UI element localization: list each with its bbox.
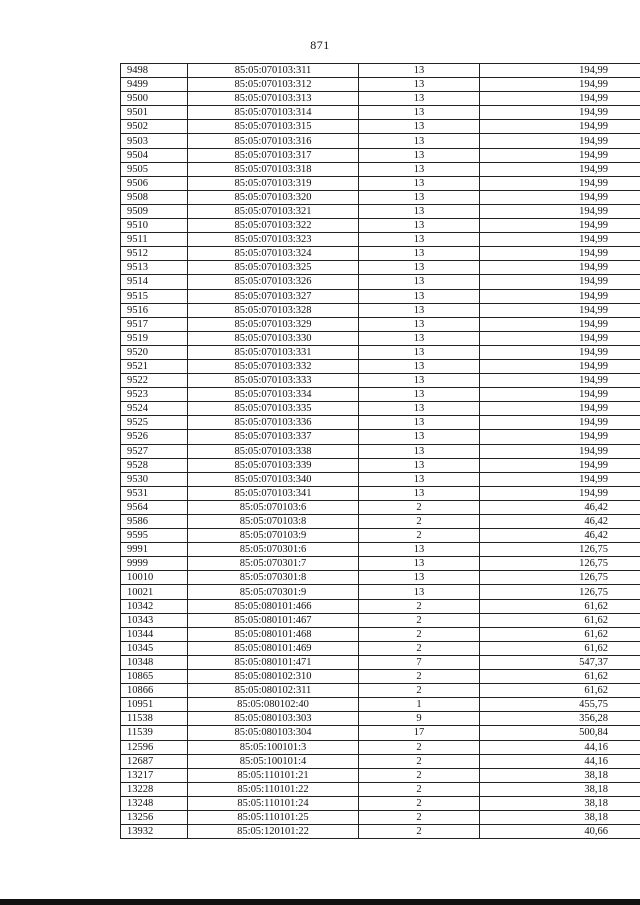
cadastral-number-cell: 85:05:070103:322	[188, 219, 359, 233]
count-cell: 2	[359, 500, 480, 514]
area-cell: 194,99	[480, 402, 640, 416]
area-cell: 194,99	[480, 78, 640, 92]
count-cell: 13	[359, 120, 480, 134]
cadastral-number-cell: 85:05:070103:336	[188, 416, 359, 430]
table-row	[121, 219, 640, 233]
area-cell: 194,99	[480, 303, 640, 317]
row-number-cell: 9526	[121, 430, 188, 444]
cadastral-number-cell: 85:05:070301:6	[188, 543, 359, 557]
row-number-cell: 10865	[121, 670, 188, 684]
row-number-cell: 13248	[121, 796, 188, 810]
row-number-cell: 9564	[121, 500, 188, 514]
count-cell: 17	[359, 726, 480, 740]
count-cell: 13	[359, 190, 480, 204]
count-cell: 13	[359, 359, 480, 373]
area-cell: 46,42	[480, 515, 640, 529]
cadastral-number-cell: 85:05:070103:329	[188, 317, 359, 331]
table-row	[121, 515, 640, 529]
table-row	[121, 289, 640, 303]
table-row	[121, 627, 640, 641]
count-cell: 13	[359, 571, 480, 585]
table-row	[121, 529, 640, 543]
area-cell: 194,99	[480, 134, 640, 148]
cadastral-number-cell: 85:05:070103:319	[188, 176, 359, 190]
count-cell: 2	[359, 825, 480, 839]
table-row	[121, 388, 640, 402]
row-number-cell: 9498	[121, 64, 188, 78]
count-cell: 13	[359, 458, 480, 472]
table-row	[121, 543, 640, 557]
count-cell: 2	[359, 670, 480, 684]
count-cell: 13	[359, 585, 480, 599]
cadastral-number-cell: 85:05:070103:339	[188, 458, 359, 472]
table-row	[121, 345, 640, 359]
table-row	[121, 162, 640, 176]
table-row	[121, 148, 640, 162]
area-cell: 194,99	[480, 106, 640, 120]
table-row	[121, 613, 640, 627]
cadastral-number-cell: 85:05:070301:9	[188, 585, 359, 599]
area-cell: 126,75	[480, 543, 640, 557]
cadastral-number-cell: 85:05:070103:315	[188, 120, 359, 134]
table-row	[121, 486, 640, 500]
table-row	[121, 430, 640, 444]
area-cell: 194,99	[480, 430, 640, 444]
count-cell: 13	[359, 557, 480, 571]
table-row	[121, 261, 640, 275]
area-cell: 194,99	[480, 148, 640, 162]
row-number-cell: 9504	[121, 148, 188, 162]
table-row	[121, 684, 640, 698]
cadastral-number-cell: 85:05:070103:340	[188, 472, 359, 486]
count-cell: 13	[359, 374, 480, 388]
cadastral-number-cell: 85:05:070103:317	[188, 148, 359, 162]
table-row	[121, 247, 640, 261]
row-number-cell: 9501	[121, 106, 188, 120]
count-cell: 13	[359, 317, 480, 331]
row-number-cell: 9508	[121, 190, 188, 204]
table-row	[121, 768, 640, 782]
cadastral-number-cell: 85:05:070103:326	[188, 275, 359, 289]
cadastral-number-cell: 85:05:070103:8	[188, 515, 359, 529]
table-row	[121, 740, 640, 754]
table-row	[121, 106, 640, 120]
area-cell: 194,99	[480, 162, 640, 176]
scan-edge-bar	[0, 899, 640, 905]
cadastral-number-cell: 85:05:070103:9	[188, 529, 359, 543]
area-cell: 46,42	[480, 500, 640, 514]
cadastral-number-cell: 85:05:070103:334	[188, 388, 359, 402]
row-number-cell: 13256	[121, 810, 188, 824]
area-cell: 61,62	[480, 613, 640, 627]
count-cell: 2	[359, 754, 480, 768]
count-cell: 13	[359, 472, 480, 486]
count-cell: 13	[359, 486, 480, 500]
area-cell: 126,75	[480, 557, 640, 571]
row-number-cell: 10951	[121, 698, 188, 712]
area-cell: 194,99	[480, 219, 640, 233]
count-cell: 13	[359, 78, 480, 92]
count-cell: 13	[359, 416, 480, 430]
table-row	[121, 402, 640, 416]
row-number-cell: 9505	[121, 162, 188, 176]
count-cell: 2	[359, 529, 480, 543]
area-cell: 40,66	[480, 825, 640, 839]
area-cell: 44,16	[480, 740, 640, 754]
cadastral-number-cell: 85:05:070103:324	[188, 247, 359, 261]
registry-table	[120, 63, 640, 839]
count-cell: 2	[359, 641, 480, 655]
table-row	[121, 825, 640, 839]
cadastral-number-cell: 85:05:080102:40	[188, 698, 359, 712]
count-cell: 13	[359, 176, 480, 190]
count-cell: 13	[359, 92, 480, 106]
area-cell: 194,99	[480, 233, 640, 247]
page-number: 871	[310, 38, 330, 52]
count-cell: 13	[359, 247, 480, 261]
count-cell: 13	[359, 261, 480, 275]
row-number-cell: 9528	[121, 458, 188, 472]
row-number-cell: 9513	[121, 261, 188, 275]
table-row	[121, 641, 640, 655]
row-number-cell: 9519	[121, 331, 188, 345]
area-cell: 194,99	[480, 204, 640, 218]
row-number-cell: 9503	[121, 134, 188, 148]
count-cell: 13	[359, 233, 480, 247]
cadastral-number-cell: 85:05:080101:467	[188, 613, 359, 627]
row-number-cell: 9515	[121, 289, 188, 303]
row-number-cell: 9522	[121, 374, 188, 388]
row-number-cell: 10348	[121, 655, 188, 669]
count-cell: 13	[359, 275, 480, 289]
table-row	[121, 303, 640, 317]
area-cell: 500,84	[480, 726, 640, 740]
cadastral-number-cell: 85:05:080102:310	[188, 670, 359, 684]
row-number-cell: 13217	[121, 768, 188, 782]
area-cell: 194,99	[480, 176, 640, 190]
area-cell: 455,75	[480, 698, 640, 712]
count-cell: 2	[359, 810, 480, 824]
row-number-cell: 9521	[121, 359, 188, 373]
row-number-cell: 9999	[121, 557, 188, 571]
cadastral-number-cell: 85:05:070103:325	[188, 261, 359, 275]
table-row	[121, 782, 640, 796]
area-cell: 46,42	[480, 529, 640, 543]
row-number-cell: 9514	[121, 275, 188, 289]
area-cell: 61,62	[480, 599, 640, 613]
count-cell: 2	[359, 627, 480, 641]
count-cell: 13	[359, 106, 480, 120]
area-cell: 194,99	[480, 331, 640, 345]
row-number-cell: 9500	[121, 92, 188, 106]
table-row	[121, 571, 640, 585]
count-cell: 13	[359, 148, 480, 162]
table-row	[121, 810, 640, 824]
area-cell: 194,99	[480, 92, 640, 106]
cadastral-number-cell: 85:05:070103:323	[188, 233, 359, 247]
cadastral-number-cell: 85:05:120101:22	[188, 825, 359, 839]
area-cell: 126,75	[480, 571, 640, 585]
cadastral-number-cell: 85:05:070103:312	[188, 78, 359, 92]
cadastral-number-cell: 85:05:070103:333	[188, 374, 359, 388]
area-cell: 547,37	[480, 655, 640, 669]
count-cell: 1	[359, 698, 480, 712]
table-row	[121, 557, 640, 571]
cadastral-number-cell: 85:05:080102:311	[188, 684, 359, 698]
count-cell: 13	[359, 219, 480, 233]
cadastral-number-cell: 85:05:080103:304	[188, 726, 359, 740]
cadastral-number-cell: 85:05:080103:303	[188, 712, 359, 726]
count-cell: 13	[359, 444, 480, 458]
row-number-cell: 10343	[121, 613, 188, 627]
row-number-cell: 13228	[121, 782, 188, 796]
count-cell: 13	[359, 162, 480, 176]
area-cell: 194,99	[480, 190, 640, 204]
count-cell: 2	[359, 613, 480, 627]
table-row	[121, 472, 640, 486]
cadastral-number-cell: 85:05:100101:3	[188, 740, 359, 754]
area-cell: 194,99	[480, 359, 640, 373]
count-cell: 13	[359, 303, 480, 317]
row-number-cell: 9991	[121, 543, 188, 557]
cadastral-number-cell: 85:05:070103:313	[188, 92, 359, 106]
count-cell: 2	[359, 684, 480, 698]
count-cell: 13	[359, 289, 480, 303]
row-number-cell: 11539	[121, 726, 188, 740]
count-cell: 2	[359, 515, 480, 529]
row-number-cell: 9527	[121, 444, 188, 458]
table-row	[121, 416, 640, 430]
cadastral-number-cell: 85:05:070103:328	[188, 303, 359, 317]
area-cell: 194,99	[480, 345, 640, 359]
row-number-cell: 9517	[121, 317, 188, 331]
cadastral-number-cell: 85:05:070103:330	[188, 331, 359, 345]
count-cell: 13	[359, 388, 480, 402]
cadastral-number-cell: 85:05:110101:21	[188, 768, 359, 782]
table-row	[121, 331, 640, 345]
table-row	[121, 374, 640, 388]
area-cell: 194,99	[480, 275, 640, 289]
area-cell: 44,16	[480, 754, 640, 768]
cadastral-number-cell: 85:05:070301:8	[188, 571, 359, 585]
count-cell: 9	[359, 712, 480, 726]
row-number-cell: 9523	[121, 388, 188, 402]
table-row	[121, 754, 640, 768]
cadastral-number-cell: 85:05:070103:337	[188, 430, 359, 444]
cadastral-number-cell: 85:05:070103:341	[188, 486, 359, 500]
count-cell: 13	[359, 402, 480, 416]
table-row	[121, 120, 640, 134]
row-number-cell: 9520	[121, 345, 188, 359]
cadastral-number-cell: 85:05:070103:318	[188, 162, 359, 176]
table-row	[121, 500, 640, 514]
row-number-cell: 9512	[121, 247, 188, 261]
count-cell: 2	[359, 740, 480, 754]
table-row	[121, 796, 640, 810]
table-row	[121, 655, 640, 669]
area-cell: 194,99	[480, 289, 640, 303]
row-number-cell: 9531	[121, 486, 188, 500]
row-number-cell: 10021	[121, 585, 188, 599]
row-number-cell: 9586	[121, 515, 188, 529]
cadastral-number-cell: 85:05:080101:469	[188, 641, 359, 655]
row-number-cell: 13932	[121, 825, 188, 839]
table-row	[121, 712, 640, 726]
area-cell: 61,62	[480, 670, 640, 684]
count-cell: 2	[359, 782, 480, 796]
count-cell: 2	[359, 796, 480, 810]
table-row	[121, 92, 640, 106]
row-number-cell: 9516	[121, 303, 188, 317]
area-cell: 61,62	[480, 684, 640, 698]
row-number-cell: 10344	[121, 627, 188, 641]
count-cell: 13	[359, 543, 480, 557]
row-number-cell: 12596	[121, 740, 188, 754]
cadastral-number-cell: 85:05:080101:468	[188, 627, 359, 641]
count-cell: 2	[359, 768, 480, 782]
table-row	[121, 233, 640, 247]
table-row	[121, 134, 640, 148]
table-row	[121, 698, 640, 712]
area-cell: 356,28	[480, 712, 640, 726]
row-number-cell: 10345	[121, 641, 188, 655]
table-row	[121, 444, 640, 458]
area-cell: 126,75	[480, 585, 640, 599]
table-row	[121, 599, 640, 613]
count-cell: 13	[359, 64, 480, 78]
table-row	[121, 726, 640, 740]
area-cell: 194,99	[480, 64, 640, 78]
area-cell: 38,18	[480, 782, 640, 796]
area-cell: 38,18	[480, 810, 640, 824]
cadastral-number-cell: 85:05:110101:24	[188, 796, 359, 810]
area-cell: 194,99	[480, 317, 640, 331]
cadastral-number-cell: 85:05:070103:320	[188, 190, 359, 204]
area-cell: 194,99	[480, 486, 640, 500]
cadastral-number-cell: 85:05:110101:25	[188, 810, 359, 824]
cadastral-number-cell: 85:05:070103:335	[188, 402, 359, 416]
table-row	[121, 359, 640, 373]
table-row	[121, 317, 640, 331]
table-row	[121, 204, 640, 218]
row-number-cell: 9511	[121, 233, 188, 247]
table-row	[121, 176, 640, 190]
row-number-cell: 10866	[121, 684, 188, 698]
cadastral-number-cell: 85:05:070103:316	[188, 134, 359, 148]
area-cell: 38,18	[480, 768, 640, 782]
area-cell: 194,99	[480, 388, 640, 402]
cadastral-number-cell: 85:05:070103:314	[188, 106, 359, 120]
cadastral-number-cell: 85:05:070301:7	[188, 557, 359, 571]
table-row	[121, 670, 640, 684]
row-number-cell: 9510	[121, 219, 188, 233]
row-number-cell: 10010	[121, 571, 188, 585]
area-cell: 61,62	[480, 627, 640, 641]
row-number-cell: 10342	[121, 599, 188, 613]
row-number-cell: 9509	[121, 204, 188, 218]
row-number-cell: 9506	[121, 176, 188, 190]
row-number-cell: 9525	[121, 416, 188, 430]
row-number-cell: 9530	[121, 472, 188, 486]
row-number-cell: 9595	[121, 529, 188, 543]
count-cell: 13	[359, 345, 480, 359]
cadastral-number-cell: 85:05:070103:332	[188, 359, 359, 373]
area-cell: 194,99	[480, 416, 640, 430]
area-cell: 194,99	[480, 444, 640, 458]
cadastral-number-cell: 85:05:070103:338	[188, 444, 359, 458]
area-cell: 61,62	[480, 641, 640, 655]
count-cell: 2	[359, 599, 480, 613]
cadastral-number-cell: 85:05:070103:331	[188, 345, 359, 359]
count-cell: 7	[359, 655, 480, 669]
area-cell: 194,99	[480, 247, 640, 261]
row-number-cell: 9499	[121, 78, 188, 92]
row-number-cell: 11538	[121, 712, 188, 726]
registry-table-body	[121, 64, 640, 839]
area-cell: 194,99	[480, 120, 640, 134]
area-cell: 38,18	[480, 796, 640, 810]
cadastral-number-cell: 85:05:070103:311	[188, 64, 359, 78]
area-cell: 194,99	[480, 458, 640, 472]
area-cell: 194,99	[480, 261, 640, 275]
table-row	[121, 190, 640, 204]
cadastral-number-cell: 85:05:080101:471	[188, 655, 359, 669]
count-cell: 13	[359, 134, 480, 148]
row-number-cell: 9502	[121, 120, 188, 134]
row-number-cell: 12687	[121, 754, 188, 768]
area-cell: 194,99	[480, 472, 640, 486]
area-cell: 194,99	[480, 374, 640, 388]
table-row	[121, 585, 640, 599]
cadastral-number-cell: 85:05:080101:466	[188, 599, 359, 613]
cadastral-number-cell: 85:05:110101:22	[188, 782, 359, 796]
count-cell: 13	[359, 204, 480, 218]
cadastral-number-cell: 85:05:100101:4	[188, 754, 359, 768]
cadastral-number-cell: 85:05:070103:321	[188, 204, 359, 218]
count-cell: 13	[359, 430, 480, 444]
table-row	[121, 458, 640, 472]
row-number-cell: 9524	[121, 402, 188, 416]
table-row	[121, 64, 640, 78]
table-row	[121, 275, 640, 289]
cadastral-number-cell: 85:05:070103:6	[188, 500, 359, 514]
cadastral-number-cell: 85:05:070103:327	[188, 289, 359, 303]
table-row	[121, 78, 640, 92]
count-cell: 13	[359, 331, 480, 345]
